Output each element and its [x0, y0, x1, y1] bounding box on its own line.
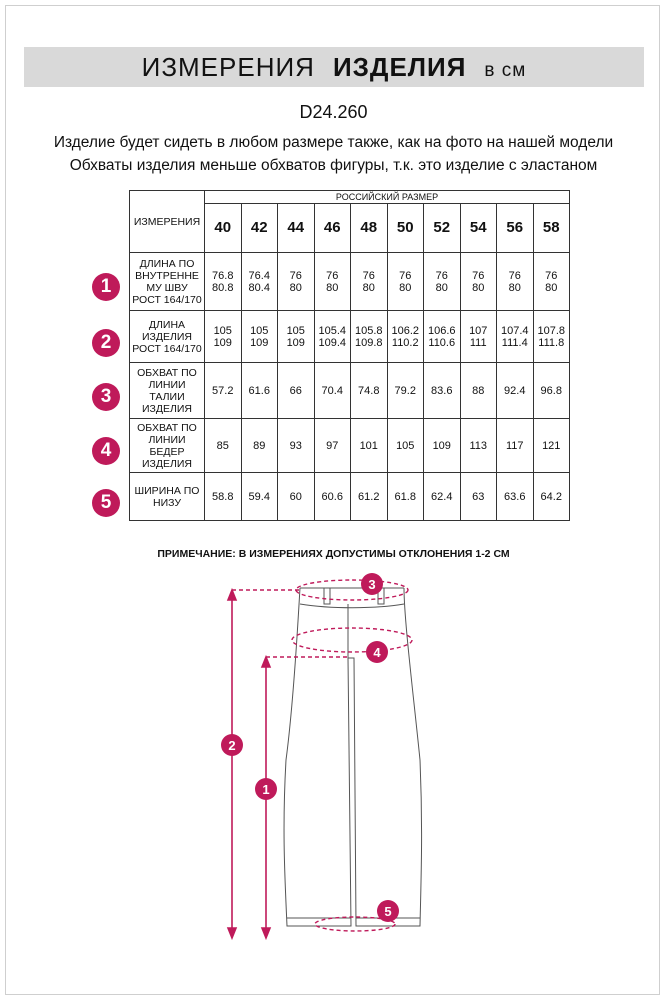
- measurement-label-line: ИЗДЕЛИЯ: [141, 330, 193, 343]
- row-number-badge: 3: [92, 383, 120, 411]
- size-header: 44: [278, 204, 315, 253]
- cell-value: 105: [213, 324, 232, 337]
- label-waist: 3: [368, 577, 376, 592]
- size-header: 48: [351, 204, 388, 253]
- cell-value: 80: [289, 281, 302, 294]
- product-code: D24.260: [299, 102, 368, 122]
- measurement-label-line: ИЗДЕЛИЯ: [141, 402, 193, 415]
- belt-loop: [324, 588, 330, 604]
- waistband-bottom: [300, 604, 404, 608]
- label-inseam: 1: [262, 782, 270, 797]
- cell-value: 64.2: [540, 490, 562, 503]
- row-number-badge: 5: [92, 489, 120, 517]
- cell-value: 66: [289, 384, 302, 397]
- cell-value: 111.8: [538, 336, 565, 349]
- cell-value: 106.2: [391, 324, 420, 337]
- measurement-label-line: ОБХВАТ ПО: [137, 421, 197, 434]
- cell-value: 80.4: [248, 281, 270, 294]
- cell-value: 60.6: [321, 490, 343, 503]
- cell-value: 76.8: [212, 269, 234, 282]
- cell-value: 59.4: [248, 490, 270, 503]
- cell-value: 76: [399, 269, 412, 282]
- inseam-arrow-head-bottom: [262, 928, 270, 938]
- cell-value: 76: [326, 269, 339, 282]
- measurements-header: ИЗМЕРЕНИЯ: [130, 191, 205, 253]
- cell-value: 80: [399, 281, 412, 294]
- waist-ellipse: [296, 580, 408, 600]
- cell-value: 62.4: [431, 490, 453, 503]
- size-header: 54: [460, 204, 497, 253]
- cell-value: 106.6: [427, 324, 456, 337]
- cell-value: 76: [435, 269, 448, 282]
- cell-value: 111: [469, 336, 487, 349]
- cell-value: 88: [472, 384, 485, 397]
- cell-value: 85: [216, 439, 229, 452]
- hips-ellipse: [292, 628, 412, 652]
- cell-value: 63: [472, 490, 485, 503]
- cell-value: 80: [472, 281, 485, 294]
- description-line-2: Обхваты изделия меньше обхватов фигуры, т.к. это изделие с эластаном: [69, 157, 598, 174]
- label-hem: 5: [384, 904, 392, 919]
- measurement-label-line: БЕДЕР: [149, 445, 185, 458]
- cell-value: 57.2: [212, 384, 234, 397]
- cell-value: 61.8: [394, 490, 416, 503]
- measurement-label-line: ЛИНИИ: [148, 433, 186, 446]
- size-group-header: РОССИЙСКИЙ РАЗМЕР: [205, 191, 570, 204]
- measurement-label-line: ЛИНИИ: [148, 378, 186, 391]
- title-bold: ИЗДЕЛИЯ: [332, 52, 467, 82]
- row-number-badge: 1: [92, 273, 120, 301]
- cell-value: 76: [289, 269, 302, 282]
- row-number-badge: 2: [92, 329, 120, 357]
- cell-value: 105: [396, 439, 415, 452]
- cell-value: 80: [362, 281, 375, 294]
- pants-outline: [284, 588, 422, 926]
- cell-value: 110.2: [391, 336, 419, 349]
- size-header: 50: [387, 204, 424, 253]
- size-header: 52: [424, 204, 461, 253]
- cell-value: 121: [542, 439, 561, 452]
- cell-value: 79.2: [394, 384, 416, 397]
- cell-value: 83.6: [431, 384, 453, 397]
- measurement-label-line: ИЗДЕЛИЯ: [141, 457, 193, 470]
- cell-value: 105: [250, 324, 269, 337]
- cell-value: 76.4: [248, 269, 270, 282]
- cell-value: 105.4: [318, 324, 347, 337]
- cell-value: 63.6: [504, 490, 526, 503]
- cell-value: 109: [250, 336, 269, 349]
- cell-value: 80: [326, 281, 339, 294]
- size-header: 58: [533, 204, 570, 253]
- note: ПРИМЕЧАНИЕ: В ИЗМЕРЕНИЯХ ДОПУСТИМЫ ОТКЛОНЕНИЯ 1-2 СМ: [157, 548, 510, 560]
- cell-value: 97: [326, 439, 339, 452]
- measurement-label-line: ОБХВАТ ПО: [137, 366, 197, 379]
- cell-value: 60: [289, 490, 302, 503]
- label-hips: 4: [373, 645, 381, 660]
- cell-value: 107.4: [500, 324, 529, 337]
- cell-value: 117: [505, 439, 524, 452]
- cell-value: 80.8: [212, 281, 234, 294]
- size-header: 56: [497, 204, 534, 253]
- measurement-label-line: РОСТ 164/170: [132, 293, 202, 306]
- cell-value: 113: [469, 439, 488, 452]
- measurement-label-line: МУ ШВУ: [146, 281, 188, 294]
- cell-value: 105: [286, 324, 305, 337]
- cell-value: 107.8: [537, 324, 566, 337]
- cell-value: 109: [286, 336, 305, 349]
- inseam-arrow-head-top: [262, 657, 270, 667]
- cell-value: 105.8: [354, 324, 383, 337]
- measurement-label-line: ДЛИНА ПО: [139, 257, 195, 270]
- label-length: 2: [228, 738, 236, 753]
- measurement-label-line: ДЛИНА: [148, 318, 186, 331]
- cell-value: 80: [545, 281, 558, 294]
- cell-value: 80: [435, 281, 448, 294]
- cell-value: 111.4: [501, 336, 528, 349]
- measurement-label-line: НИЗУ: [152, 496, 182, 509]
- cell-value: 109: [213, 336, 232, 349]
- row-number-badge: 4: [92, 437, 120, 465]
- cell-value: 74.8: [358, 384, 380, 397]
- title-unit: в см: [484, 60, 527, 81]
- cell-value: 109.8: [354, 336, 383, 349]
- cell-value: 89: [253, 439, 266, 452]
- cell-value: 76: [362, 269, 375, 282]
- size-header: 46: [314, 204, 351, 253]
- cell-value: 107: [469, 324, 488, 337]
- cell-value: 92.4: [504, 384, 526, 397]
- cell-value: 101: [359, 439, 378, 452]
- measurement-label-line: РОСТ 164/170: [132, 342, 202, 355]
- cell-value: 61.2: [358, 490, 380, 503]
- measurement-label-line: ШИРИНА ПО: [134, 484, 200, 497]
- length-arrow-head-bottom: [228, 928, 236, 938]
- cell-value: 110.6: [428, 336, 456, 349]
- cell-value: 76: [472, 269, 485, 282]
- cell-value: 109.4: [318, 336, 347, 349]
- title-regular: ИЗМЕРЕНИЯ: [141, 52, 315, 82]
- cell-value: 70.4: [321, 384, 343, 397]
- measurement-label-line: ТАЛИИ: [149, 390, 185, 403]
- cell-value: 109: [432, 439, 451, 452]
- size-header: 42: [241, 204, 278, 253]
- cell-value: 93: [289, 439, 302, 452]
- length-arrow-head-top: [228, 590, 236, 600]
- cell-value: 61.6: [248, 384, 270, 397]
- cell-value: 76: [545, 269, 558, 282]
- cell-value: 76: [508, 269, 521, 282]
- cell-value: 58.8: [212, 490, 234, 503]
- size-header: 40: [205, 204, 242, 253]
- measurement-label-line: ВНУТРЕННЕ: [135, 269, 199, 282]
- description-line-1: Изделие будет сидеть в любом размере также, как на фото на нашей модели: [53, 134, 614, 151]
- cell-value: 96.8: [540, 384, 562, 397]
- cell-value: 80: [508, 281, 521, 294]
